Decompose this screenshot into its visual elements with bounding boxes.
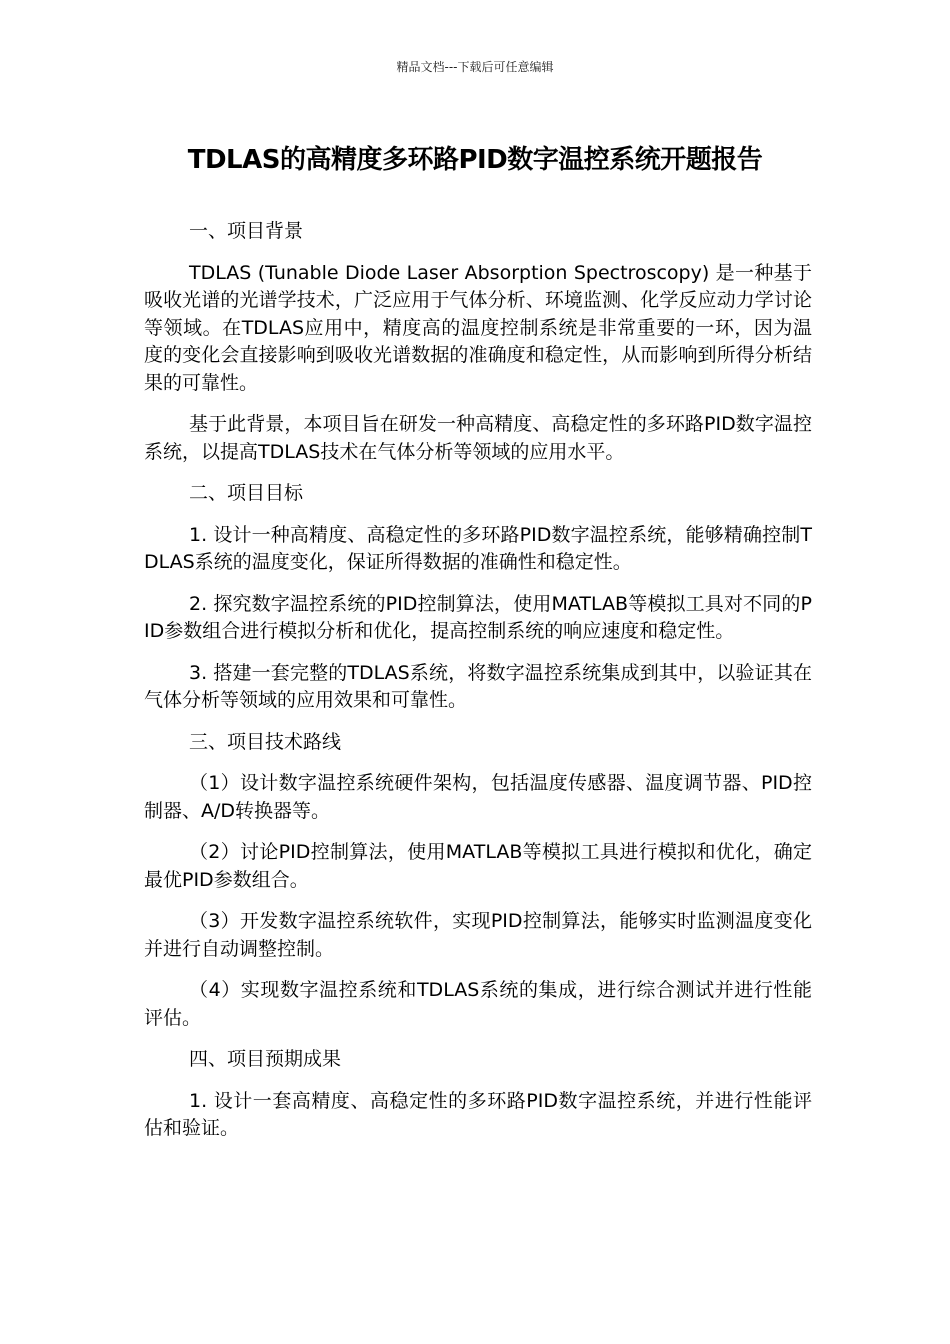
route-item-1: （1）设计数字温控系统硬件架构，包括温度传感器、温度调节器、PID控制器、A/D转换器等。 [144, 772, 812, 822]
background-paragraph-2: 基于此背景，本项目旨在研发一种高精度、高稳定性的多环路PID数字温控系统，以提高TDLAS技术在气体分析等领域的应用水平。 [144, 413, 812, 463]
goal-item-1: 1. 设计一种高精度、高稳定性的多环路PID数字温控系统，能够精确控制TDLAS系统的温度变化，保证所得数据的准确性和稳定性。 [144, 523, 812, 573]
route-item-4: （4）实现数字温控系统和TDLAS系统的集成，进行综合测试并进行性能评估。 [144, 979, 812, 1029]
section-heading-background: 一、项目背景 [189, 220, 304, 242]
background-paragraph-1: TDLAS (Tunable Diode Laser Absorption Spectroscopy) 是一种基于吸收光谱的光谱学技术，广泛应用于气体分析、环境监测、化学反应动力学讨论等领域。在TDLAS应用中，精度高的温度控制系统是非常重要的一环，因为温度的变化会直接影响到吸收光谱数据的准确度和稳定性，从而影响到所得分析结果的可靠性。 [144, 261, 812, 394]
goal-item-3: 3. 搭建一套完整的TDLAS系统，将数字温控系统集成到其中，以验证其在气体分析等领域的应用效果和可靠性。 [144, 661, 812, 711]
document-title: TDLAS的高精度多环路PID数字温控系统开题报告 [187, 145, 763, 175]
section-heading-goals: 二、项目目标 [189, 482, 304, 504]
document-body [144, 218, 812, 1157]
route-item-2: （2）讨论PID控制算法，使用MATLAB等模拟工具进行模拟和优化，确定最优PID参数组合。 [144, 841, 812, 891]
section-heading-technical-route: 三、项目技术路线 [189, 730, 342, 753]
result-item-1: 1. 设计一套高精度、高稳定性的多环路PID数字温控系统，并进行性能评估和验证。 [144, 1089, 812, 1139]
goal-item-2: 2. 探究数字温控系统的PID控制算法，使用MATLAB等模拟工具对不同的PID参数组合进行模拟分析和优化，提高控制系统的响应速度和稳定性。 [144, 592, 812, 642]
route-item-3: （3）开发数字温控系统软件，实现PID控制算法，能够实时监测温度变化并进行自动调整控制。 [144, 910, 812, 960]
header-note: 精品文档---下载后可任意编辑 [396, 60, 554, 74]
section-heading-expected-results: 四、项目预期成果 [189, 1048, 342, 1070]
